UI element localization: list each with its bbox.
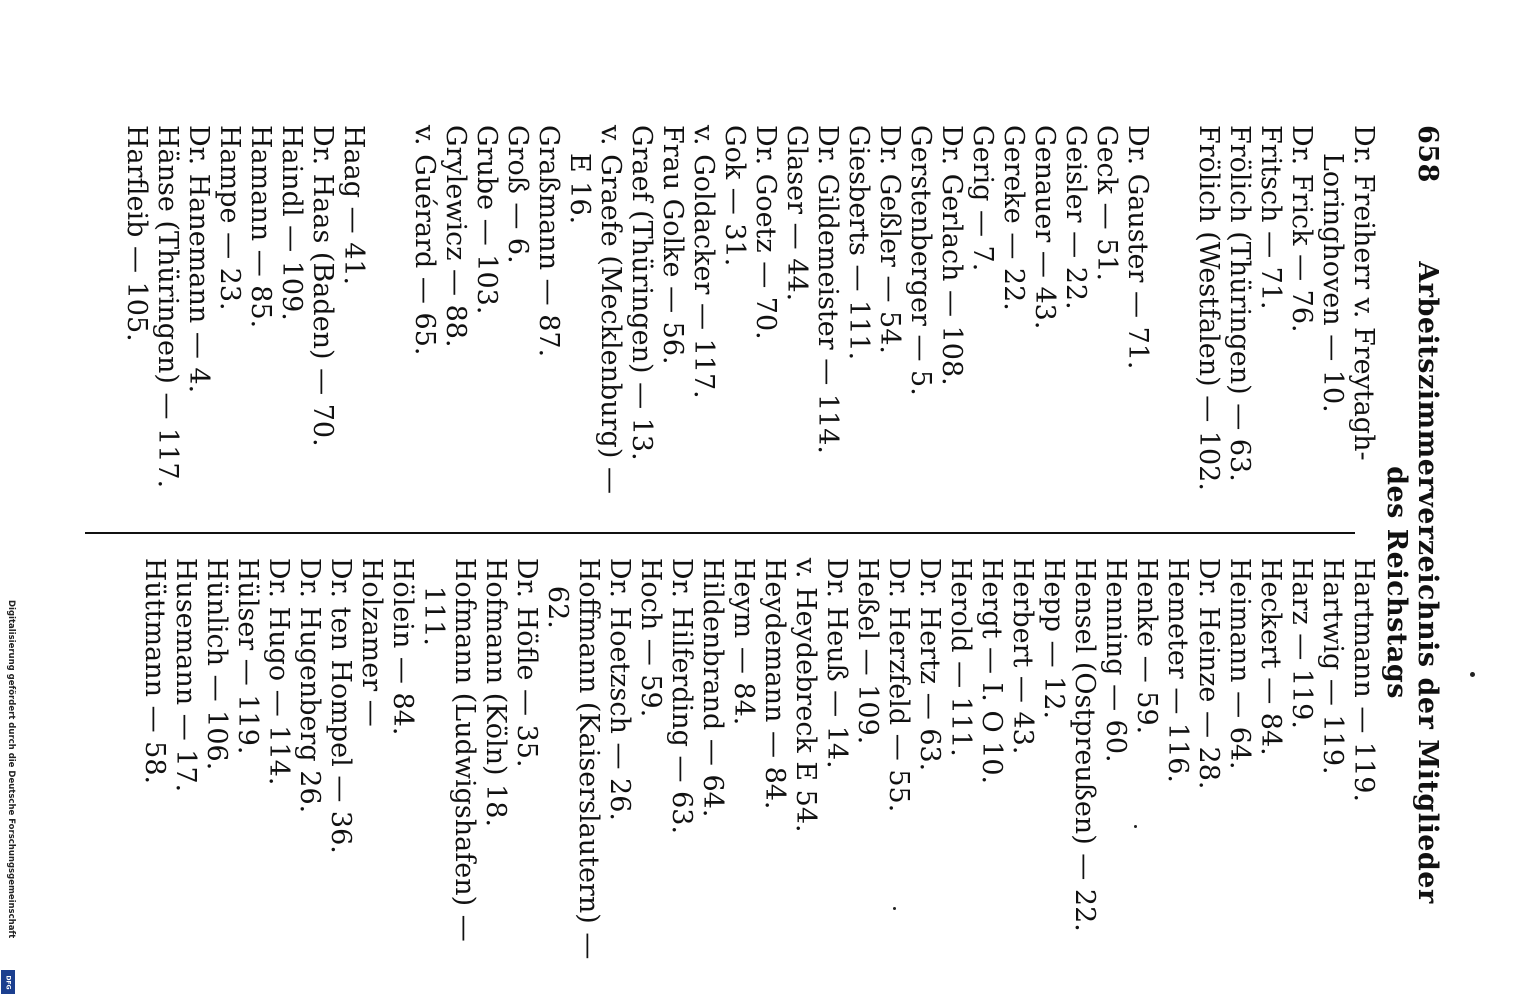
entry-text: Giesberts — 111. bbox=[843, 125, 874, 361]
page-number: 658 bbox=[1412, 125, 1443, 183]
directory-entry bbox=[409, 125, 440, 532]
directory-entry bbox=[759, 558, 790, 960]
directory-entry bbox=[1091, 125, 1122, 532]
entry-continuation: 62. bbox=[542, 585, 573, 629]
directory-entry bbox=[666, 558, 697, 960]
entry-text: Geisler — 22. bbox=[1060, 125, 1091, 310]
directory-entry bbox=[1069, 558, 1100, 960]
directory-entry bbox=[1286, 125, 1317, 532]
entry-text: v. Guérard — 65. bbox=[409, 125, 440, 356]
group-spacer bbox=[369, 125, 409, 532]
directory-entry bbox=[121, 125, 152, 532]
directory-entry bbox=[812, 125, 843, 532]
directory-entry bbox=[232, 558, 263, 960]
entry-text: Hensel (Ostpreußen) — 22. bbox=[1069, 557, 1100, 932]
directory-entry bbox=[1100, 558, 1131, 960]
directory-entry bbox=[564, 125, 626, 532]
entry-text: Hofmann (Ludwigshafen) — bbox=[449, 557, 480, 942]
directory-entry bbox=[998, 125, 1029, 532]
entry-text: Graef (Thüringen) — 13. bbox=[626, 125, 657, 461]
directory-entry bbox=[914, 558, 945, 960]
entry-text: Dr. Geßler — 54. bbox=[874, 125, 905, 354]
directory-entry bbox=[418, 558, 480, 960]
entry-text: Hänse (Thüringen) — 117. bbox=[152, 125, 183, 489]
directory-entry bbox=[635, 558, 666, 960]
entry-text: Dr. Hugenberg 26. bbox=[294, 557, 325, 814]
entry-text: Geck — 51. bbox=[1091, 125, 1122, 282]
entry-text: Grube — 103. bbox=[471, 125, 502, 315]
directory-entry bbox=[471, 125, 502, 532]
directory-entry bbox=[542, 558, 604, 960]
directory-entry bbox=[1224, 125, 1255, 532]
entry-text: Hepp — 12. bbox=[1038, 557, 1069, 720]
entry-text: Groß — 6. bbox=[502, 125, 533, 264]
directory-entry bbox=[152, 125, 183, 532]
directory-entry bbox=[387, 558, 418, 960]
entry-text: Hünlich — 106. bbox=[201, 557, 232, 771]
directory-entry bbox=[719, 125, 750, 532]
entry-text: Glaser — 44. bbox=[781, 125, 812, 302]
entry-text: Gereke — 22. bbox=[998, 125, 1029, 311]
directory-entry bbox=[905, 125, 936, 532]
entry-text: Herold — 111. bbox=[945, 557, 976, 757]
entry-text: Grylewicz — 88. bbox=[440, 125, 471, 348]
entry-text: Heßel — 109. bbox=[852, 557, 883, 745]
directory-entry bbox=[533, 125, 564, 532]
entry-text: Gok — 31. bbox=[719, 125, 750, 267]
directory-entry bbox=[170, 558, 201, 960]
entry-text: Hamann — 85. bbox=[245, 125, 276, 329]
directory-entry bbox=[936, 125, 967, 532]
directory-entry bbox=[1060, 125, 1091, 532]
entry-text: Dr. Gildemeister — 114. bbox=[812, 125, 843, 454]
directory-entry bbox=[1255, 558, 1286, 960]
entry-continuation: Loringhoven — 10. bbox=[1317, 153, 1348, 413]
entry-text: Hampe — 23. bbox=[214, 125, 245, 311]
directory-entry bbox=[276, 125, 307, 532]
entry-text: Frau Golke — 56. bbox=[657, 125, 688, 365]
directory-entry bbox=[790, 558, 821, 960]
credit-text: Digitalisierung gefördert durch die Deutsche Forschungsgemeinschaft bbox=[6, 600, 16, 939]
directory-columns bbox=[85, 125, 1379, 960]
directory-entry bbox=[1317, 125, 1379, 532]
directory-entry bbox=[245, 125, 276, 532]
entry-text: Frölich (Thüringen) — 63. bbox=[1224, 125, 1255, 482]
directory-entry bbox=[139, 558, 170, 960]
entry-text: Dr. Gerlach — 108. bbox=[936, 125, 967, 386]
entry-text: Dr. Frick — 76. bbox=[1286, 125, 1317, 333]
digitization-credit bbox=[2, 600, 18, 1000]
entry-text: Harz — 119. bbox=[1286, 557, 1317, 729]
entry-text: Dr. Freiherr v. Freytagh- bbox=[1348, 125, 1379, 461]
directory-entry bbox=[874, 125, 905, 532]
directory-entry bbox=[976, 558, 1007, 960]
directory-entry bbox=[1193, 558, 1224, 960]
entry-text: Hofmann (Köln) 18. bbox=[480, 557, 511, 828]
entry-text: v. Graefe (Mecklenburg) — bbox=[595, 125, 626, 494]
entry-text: Holzamer — bbox=[356, 557, 387, 727]
entry-text: Dr. Herzfeld — 55. bbox=[883, 557, 914, 813]
directory-entry bbox=[1122, 125, 1153, 532]
directory-entry bbox=[307, 125, 338, 532]
entry-text: Gerig — 7. bbox=[967, 125, 998, 272]
directory-entry bbox=[1007, 558, 1038, 960]
directory-entry bbox=[502, 125, 533, 532]
entry-text: Heckert — 84. bbox=[1255, 557, 1286, 756]
directory-entry bbox=[214, 125, 245, 532]
entry-text: Dr. ten Hompel — 36. bbox=[325, 557, 356, 854]
entry-text: Hartmann — 119. bbox=[1348, 557, 1379, 803]
dfg-logo-text: DFG bbox=[4, 974, 12, 990]
entry-text: Heym — 84. bbox=[728, 557, 759, 726]
entry-text: Graßmann — 87. bbox=[533, 125, 564, 358]
entry-text: v. Goldacker — 117. bbox=[688, 125, 719, 399]
entry-text: Hoch — 59. bbox=[635, 557, 666, 718]
entry-text: Haag — 41. bbox=[338, 125, 369, 286]
entry-text: Dr. Heinze — 28. bbox=[1193, 557, 1224, 790]
entry-text: Haindl — 109. bbox=[276, 125, 307, 321]
entry-text: Dr. Hanemann — 4. bbox=[183, 125, 214, 394]
directory-entry bbox=[728, 558, 759, 960]
directory-entry bbox=[356, 558, 387, 960]
directory-entry bbox=[338, 125, 369, 532]
scan-speck bbox=[893, 907, 896, 910]
directory-entry bbox=[1193, 125, 1224, 532]
entry-text: Heimann — 64. bbox=[1224, 557, 1255, 770]
entry-text: Dr. Heuß — 14. bbox=[821, 557, 852, 769]
directory-entry bbox=[294, 558, 325, 960]
entry-text: Dr. Gauster — 71. bbox=[1122, 125, 1153, 370]
directory-entry bbox=[511, 558, 542, 960]
directory-entry bbox=[821, 558, 852, 960]
entry-text: Henning — 60. bbox=[1100, 557, 1131, 763]
entry-text: Hoffmann (Kaiserslautern) — bbox=[573, 557, 604, 960]
entry-text: Hildenbrand — 64. bbox=[697, 557, 728, 818]
entry-text: Dr. Hugo — 114. bbox=[263, 557, 294, 786]
directory-entry bbox=[1038, 558, 1069, 960]
entry-continuation: 111. bbox=[418, 585, 449, 647]
entry-text: Dr. Goetz — 70. bbox=[750, 125, 781, 340]
entry-text: Harfleib — 105. bbox=[121, 125, 152, 342]
directory-entry bbox=[967, 125, 998, 532]
directory-entry bbox=[657, 125, 688, 532]
directory-entry bbox=[883, 558, 914, 960]
scan-speck bbox=[1134, 825, 1137, 828]
running-title: Arbeitszimmerverzeichnis der Mitglieder des Reichstags bbox=[1381, 261, 1443, 904]
entry-text: Hüttmann — 58. bbox=[139, 557, 170, 785]
entry-continuation: E 16. bbox=[564, 153, 595, 225]
entry-text: Herbert — 43. bbox=[1007, 557, 1038, 755]
directory-entry bbox=[1029, 125, 1060, 532]
directory-entry bbox=[1162, 558, 1193, 960]
entry-text: Hölein — 84. bbox=[387, 557, 418, 736]
directory-entry bbox=[843, 125, 874, 532]
directory-entry bbox=[604, 558, 635, 960]
directory-entry bbox=[1286, 558, 1317, 960]
directory-entry bbox=[183, 125, 214, 532]
directory-entry bbox=[626, 125, 657, 532]
entry-text: Hülser — 119. bbox=[232, 557, 263, 755]
directory-entry bbox=[697, 558, 728, 960]
directory-entry bbox=[688, 125, 719, 532]
group-spacer bbox=[1153, 125, 1193, 532]
entry-text: Dr. Hoetzsch — 26. bbox=[604, 557, 635, 821]
directory-entry bbox=[750, 125, 781, 532]
dfg-logo bbox=[1, 970, 15, 994]
directory-entry bbox=[1224, 558, 1255, 960]
entry-text: Fritsch — 71. bbox=[1255, 125, 1286, 310]
directory-entry bbox=[1131, 558, 1162, 960]
directory-entry bbox=[325, 558, 356, 960]
entry-text: Henke — 59. bbox=[1131, 557, 1162, 735]
directory-entry bbox=[781, 125, 812, 532]
directory-entry bbox=[201, 558, 232, 960]
directory-entry bbox=[945, 558, 976, 960]
entry-text: Heydemann — 84. bbox=[759, 557, 790, 810]
entry-text: Dr. Hertz — 63. bbox=[914, 557, 945, 772]
entry-text: Dr. Haas (Baden) — 70. bbox=[307, 125, 338, 447]
entry-text: Hergt — I. O 10. bbox=[976, 557, 1007, 785]
entry-text: v. Heydebreck E 54. bbox=[790, 557, 821, 833]
entry-text: Genauer — 43. bbox=[1029, 125, 1060, 330]
entry-text: Hemeter — 116. bbox=[1162, 557, 1193, 784]
entry-text: Gerstenberger — 5. bbox=[905, 125, 936, 396]
entry-text: Frölich (Westfalen) — 102. bbox=[1193, 125, 1224, 491]
entry-text: Dr. Hilferding — 63. bbox=[666, 557, 697, 835]
directory-column-left bbox=[85, 125, 1379, 532]
directory-column-right bbox=[85, 534, 1379, 960]
entry-text: Hartwig — 119. bbox=[1317, 557, 1348, 775]
directory-entry bbox=[1317, 558, 1348, 960]
directory-entry bbox=[263, 558, 294, 960]
entry-text: Dr. Höfle — 35. bbox=[511, 557, 542, 768]
entry-text: Husemann — 17. bbox=[170, 557, 201, 793]
directory-entry bbox=[440, 125, 471, 532]
scan-speck bbox=[1470, 672, 1475, 677]
directory-entry bbox=[480, 558, 511, 960]
directory-entry bbox=[1255, 125, 1286, 532]
directory-entry bbox=[1348, 558, 1379, 960]
directory-entry bbox=[852, 558, 883, 960]
page-header bbox=[1381, 125, 1443, 960]
